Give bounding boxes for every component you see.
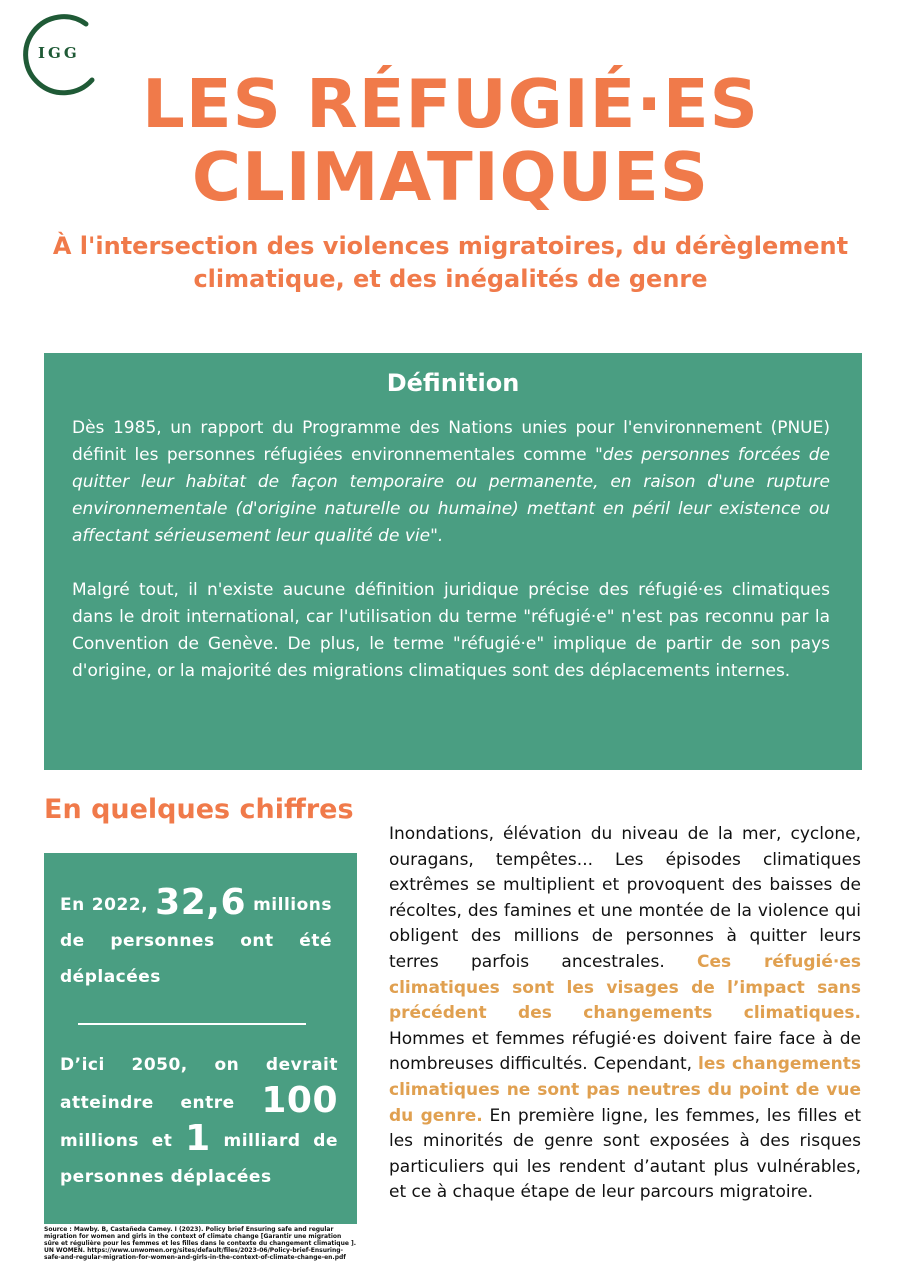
figures-heading: En quelques chiffres [44,794,354,825]
body-part-1: Inondations, élévation du niveau de la mer, cyclone, ouragans, tempêtes... Les épisodes climatiques extrêmes se multiplient et provoquent des baisses de récoltes, des famines et une montée de la violence qui obligent des millions de personnes à quitter leurs terres parfois ancestrales. [389,824,861,972]
stat-2022 [60,882,333,995]
definition-intro: Dès 1985, un rapport du Programme des Nations unies pour l'environnement (PNUE) définit les personnes réfugiées environnementales comme [72,418,830,465]
stat2-number-1: 100 [261,1080,338,1121]
definition-heading: Définition [386,369,520,397]
stats-divider [78,1023,306,1025]
source-citation: Source : Mawby. B, Castañeda Camey. I (2023). Policy brief Ensuring safe and regular migration for women and girls in the context of climate change [Garantir une migration sûre et régulière pour les femmes et les filles dans le contexte du changement climatique ]. UN WOMEN. https://www.unwomen.org/sites/default/files/2023-06/Policy-brief-Ensuring-safe-and-regular-migration-for-women-and-girls-in-the-context-of-climate-change-en.pdf [44,1226,357,1261]
stat1-suffix: millions de personnes ont été déplacées [60,895,333,987]
stat2-middle: millions et [60,1131,173,1151]
stat-2050 [60,1047,338,1195]
definition-text [72,415,830,712]
logo-text: IGG [38,44,80,62]
definition-box [44,353,862,770]
body-part-3: En première ligne, les femmes, les filles et les minorités de genre sont exposées à des risques particuliers qui les rendent d’autant plus vulnérables, et ce à chaque étape de leur parcours migratoire. [389,1105,861,1203]
definition-paragraph-1 [72,415,830,550]
body-highlight-2: les changements climatiques ne sont pas neutres du point de vue du genre. [389,1054,861,1126]
body-highlight-1: Ces réfugié·es climatiques sont les visages de l’impact sans précédent des changements climatiques. [389,951,861,1024]
stats-box [44,853,357,1224]
body-part-2: Hommes et femmes réfugié·es doivent faire face à de nombreuses difficultés. Cependant, [389,1028,861,1075]
stat2-number-2: 1 [185,1118,211,1159]
page-title: LES RÉFUGIÉ·ES CLIMATIQUES [142,65,759,216]
page-subtitle: À l'intersection des violences migratoires, du dérèglement climatique, et des inégalités de genre [52,232,849,293]
stat2-suffix: milliard de personnes déplacées [60,1131,339,1187]
stat2-prefix: D’ici 2050, on devrait atteindre entre [60,1055,338,1113]
definition-quote: "des personnes forcées de quitter leur habitat de façon temporaire ou permanente, en raison d'une rupture environnementale (d'origine naturelle ou humaine) mettant en péril leur existence ou affectant sérieusement leur qualité de vie". [72,445,830,546]
stat1-prefix: En 2022, [60,895,149,915]
stat1-number: 32,6 [155,882,246,923]
body-paragraph [389,822,861,1206]
definition-paragraph-2: Malgré tout, il n'existe aucune définition juridique précise des réfugié·es climatiques dans le droit international, car l'utilisation du terme "réfugié·e" n'est pas reconnu par la Convention de Genève. De plus, le terme "réfugié·e" implique de partir de son pays d'origine, or la majorité des migrations climatiques sont des déplacements internes. [72,580,830,681]
